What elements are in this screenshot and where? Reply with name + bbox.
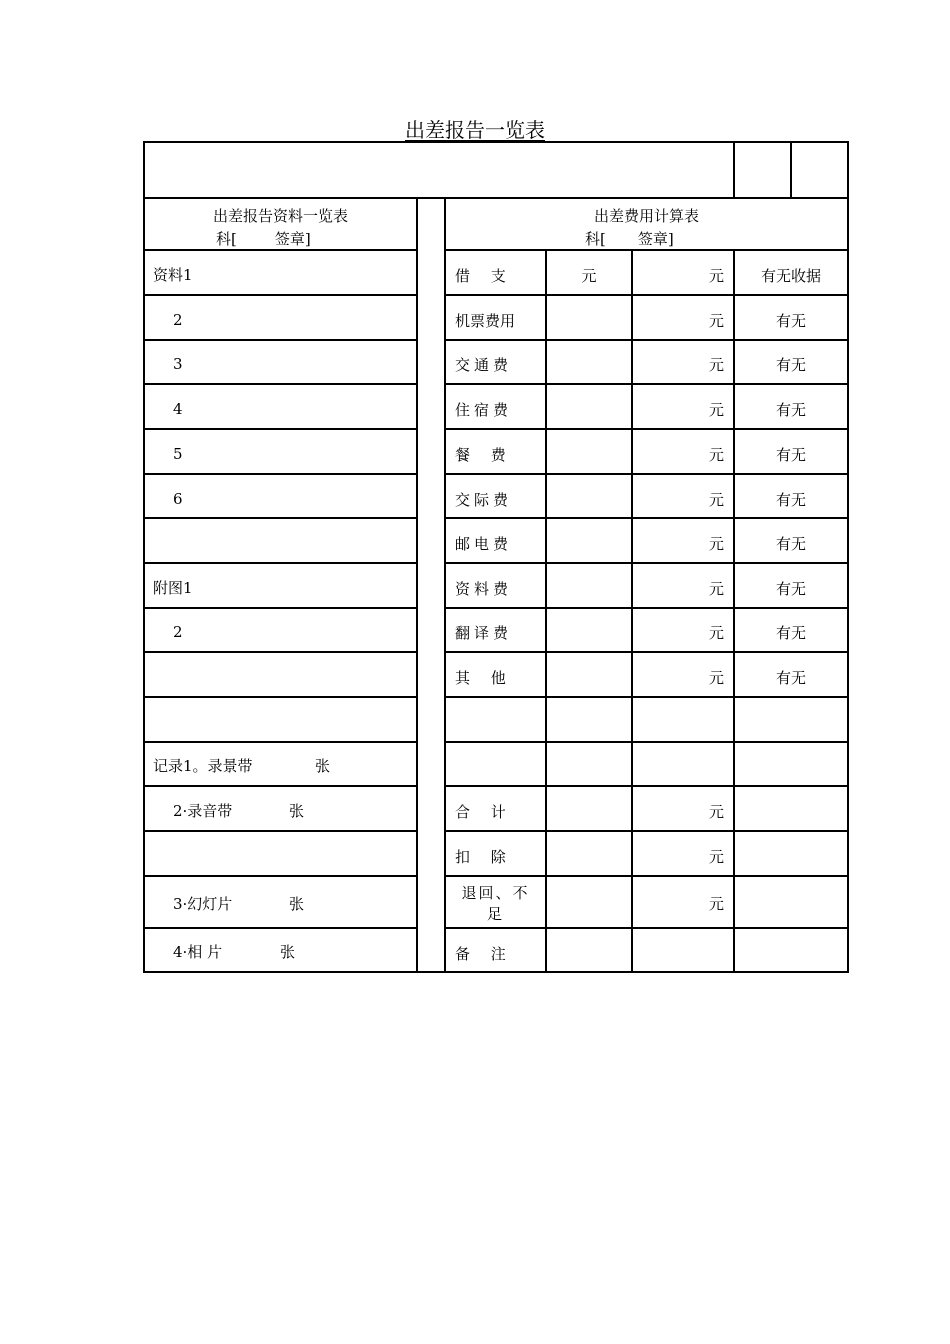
receipt-jiaoji: 有无 — [775, 491, 806, 509]
receipt-youdian: 有无 — [775, 535, 806, 553]
page-title: 出差报告一览表 — [405, 118, 545, 142]
left-header-sign — [216, 229, 311, 249]
right-header-sign — [585, 229, 674, 249]
receipt-zhusu: 有无 — [775, 401, 806, 419]
left-row-3: 3 — [173, 355, 183, 373]
right-sign-prefix: 科[ — [585, 230, 606, 248]
item-zhusu: 住宿费 — [455, 401, 513, 419]
yuan-fanyi: 元 — [708, 624, 724, 642]
yuan-jipiao: 元 — [708, 312, 724, 330]
yuan-qita: 元 — [708, 669, 724, 687]
yuan-zhusu: 元 — [708, 401, 724, 419]
yuan-kouchu: 元 — [708, 848, 724, 866]
item-jiaotong: 交通费 — [455, 356, 513, 374]
left-row-12: 记录1。录景带 — [153, 757, 253, 775]
right-sign-suffix: 签章] — [637, 230, 674, 248]
yuan-jiaoji: 元 — [708, 491, 724, 509]
item-tuihui — [447, 883, 544, 925]
item-jipiao: 机票费用 — [455, 312, 516, 330]
yuan-col1-header: 元 — [581, 267, 597, 285]
yuan-canfei: 元 — [708, 446, 724, 464]
left-unit-12: 张 — [315, 757, 331, 775]
yuan-col2-header: 元 — [708, 267, 724, 285]
receipt-jipiao: 有无 — [775, 312, 806, 330]
left-row-15: 3·幻灯片 — [173, 895, 233, 913]
left-unit-16: 张 — [280, 943, 296, 961]
left-sign-prefix: 科[ — [216, 230, 237, 248]
left-row-2: 2 — [173, 311, 183, 329]
item-canfei: 餐 费 — [455, 446, 514, 464]
right-header-title: 出差费用计算表 — [593, 207, 699, 225]
item-qita: 其 他 — [455, 669, 514, 687]
item-heji: 合 计 — [455, 803, 514, 821]
left-unit-15: 张 — [289, 895, 305, 913]
left-row-13: 2·录音带 — [173, 802, 233, 820]
item-ziliao: 资料费 — [455, 580, 513, 598]
receipt-jiaotong: 有无 — [775, 356, 806, 374]
left-row-6: 6 — [173, 490, 183, 508]
left-row-16: 4·相 片 — [173, 943, 223, 961]
yuan-tuihui: 元 — [708, 895, 724, 913]
item-jiezhi: 借 支 — [455, 267, 514, 285]
left-row-1: 资料1 — [153, 266, 193, 284]
receipt-ziliao: 有无 — [775, 580, 806, 598]
left-header-title: 出差报告资料一览表 — [212, 207, 348, 225]
receipt-qita: 有无 — [775, 669, 806, 687]
item-jiaoji: 交际费 — [455, 491, 513, 509]
item-kouchu: 扣 除 — [455, 848, 514, 866]
left-row-8: 附图1 — [153, 579, 193, 597]
yuan-ziliao: 元 — [708, 580, 724, 598]
item-fanyi: 翻译费 — [455, 624, 513, 642]
left-row-5: 5 — [173, 445, 183, 463]
item-tuihui-text: 退回、不足 — [461, 884, 530, 923]
receipt-header: 有无收据 — [760, 267, 821, 285]
left-sign-suffix: 签章] — [274, 230, 311, 248]
receipt-canfei: 有无 — [775, 446, 806, 464]
left-row-9: 2 — [173, 623, 183, 641]
left-row-4: 4 — [173, 400, 183, 418]
receipt-fanyi: 有无 — [775, 624, 806, 642]
left-unit-13: 张 — [289, 802, 305, 820]
yuan-youdian: 元 — [708, 535, 724, 553]
item-youdian: 邮电费 — [455, 535, 513, 553]
yuan-jiaotong: 元 — [708, 356, 724, 374]
yuan-heji: 元 — [708, 803, 724, 821]
item-beizhu: 备 注 — [455, 945, 514, 963]
